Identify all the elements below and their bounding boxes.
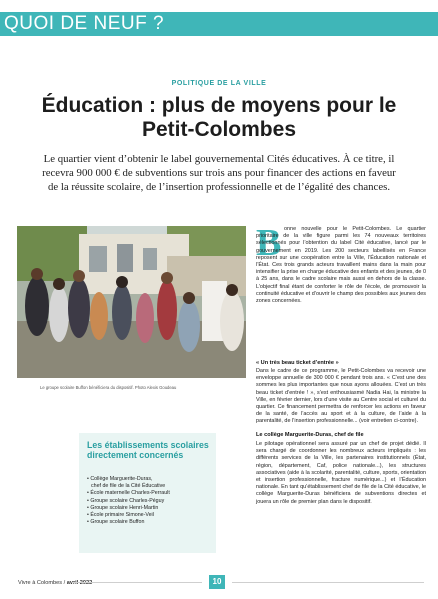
- section-banner-label: QUOI DE NEUF ?: [4, 13, 165, 34]
- photo-caption: Le groupe scolaire Buffon bénéficiera du dispositif. Photo Alexis Goudeau: [40, 385, 177, 390]
- article-paragraph-3: Le pilotage opérationnel sera assuré par un chef de projet dédié. Il sera chargé de coordonner les nombreux acteurs impliqués : les différents services de la Ville, les partenaires institutionnels (État, région, département, Caf, police nationale...), les structures associatives (aide à la scolarité, parentalité, culture, sports, orientation et insertion professionnelle, fracture numérique...) et l’Éducation nationale. En tant qu’établissement chef de file de la Cité éducative, le collège Marguerite-Duras bénéficiera de subventions directes et jouera un rôle de premier plan dans le dispositif.: [256, 441, 426, 505]
- list-item: chef de file de la Cité Éducative: [91, 483, 166, 490]
- article-headline: Éducation : plus de moyens pour le Petit-Colombes: [41, 94, 397, 141]
- footer-rule-left: [72, 582, 202, 583]
- list-item: • Groupe scolaire Henri-Martin: [87, 504, 159, 511]
- article-paragraph-2: Dans le cadre de ce programme, le Petit-Colombes va recevoir une enveloppe annuelle de 300 000 € pendant trois ans. « C’est une des sommes les plus importantes que nous ayons allouées. C’est un très beau ticket d’entrée ! », s’est enthousiasmé Nadia Hai, la ministre la Ville, en février dernier, lors d’une visite au Centre social et culturel du quartier. Ce financement permettra de renforcer les actions en faveur de la santé, de l’accès au sport et à la culture, de l’aide à la parentalité, de l’insertion professionnelle... (voir entretien ci-contre).: [256, 368, 426, 425]
- article-kicker: POLITIQUE DE LA VILLE: [171, 80, 267, 87]
- publication-name: Vivre à Colombes: [18, 580, 63, 586]
- list-item: • Collège Marguerite-Duras,: [87, 476, 153, 482]
- sidebar-title: Les établissements scolaires directement concernés: [87, 440, 209, 460]
- section-banner: [0, 12, 438, 36]
- list-item: • École primaire Simone-Veil: [87, 512, 154, 519]
- list-item: • École maternelle Charles-Perrault: [87, 490, 170, 497]
- article-intro: onne nouvelle pour le Petit-Colombes. Le quartier prioritaire de la ville figure parmi les 74 nouveaux territoires sélectionnés pour l’obtention du label Cité éducative, lancé par le gouvernement en 2019. Les 200 secteurs labellisés en France reposent sur une coopération entre la Ville, l’Éducation nationale et l’État. Ces trois grands acteurs travaillent mains dans la main pour intensifier la prise en charge éducative des enfants et des jeunes, de 0 à 25 ans, dans le cadre scolaire mais aussi en dehors de la classe. L’objectif final étant de conforter le rôle de l’école, de promouvoir la continuité éducative et d’ouvrir le champ des possibles aux jeunes des zones concernées.: [256, 226, 426, 305]
- subheading-college: Le collège Marguerite-Duras, chef de file: [256, 432, 364, 438]
- article-photo: [17, 226, 246, 378]
- sidebar-box: [79, 433, 216, 553]
- issue-date: avril 2022: [66, 580, 93, 586]
- list-item: • Groupe scolaire Charles-Péguy: [87, 497, 165, 504]
- article-lede: Le quartier vient d’obtenir le label gouvernemental Cités éducatives. À ce titre, il recevra 900 000 € de subventions sur trois ans pour financer des actions en faveur de la réussite scolaire, de l’insertion professionnelle et de l’égalité des chances.: [42, 153, 396, 193]
- footer-rule-right: [232, 582, 424, 583]
- subheading-ticket: « Un très beau ticket d’entrée »: [256, 360, 339, 366]
- drop-cap: B: [256, 222, 282, 264]
- sidebar-list: [87, 476, 215, 526]
- page-number: 10: [209, 575, 225, 589]
- school-children-photo: [17, 226, 246, 378]
- list-item: • Groupe scolaire Buffon: [87, 519, 145, 526]
- footer-publication: Vivre à Colombes / avril 2022: [18, 580, 93, 586]
